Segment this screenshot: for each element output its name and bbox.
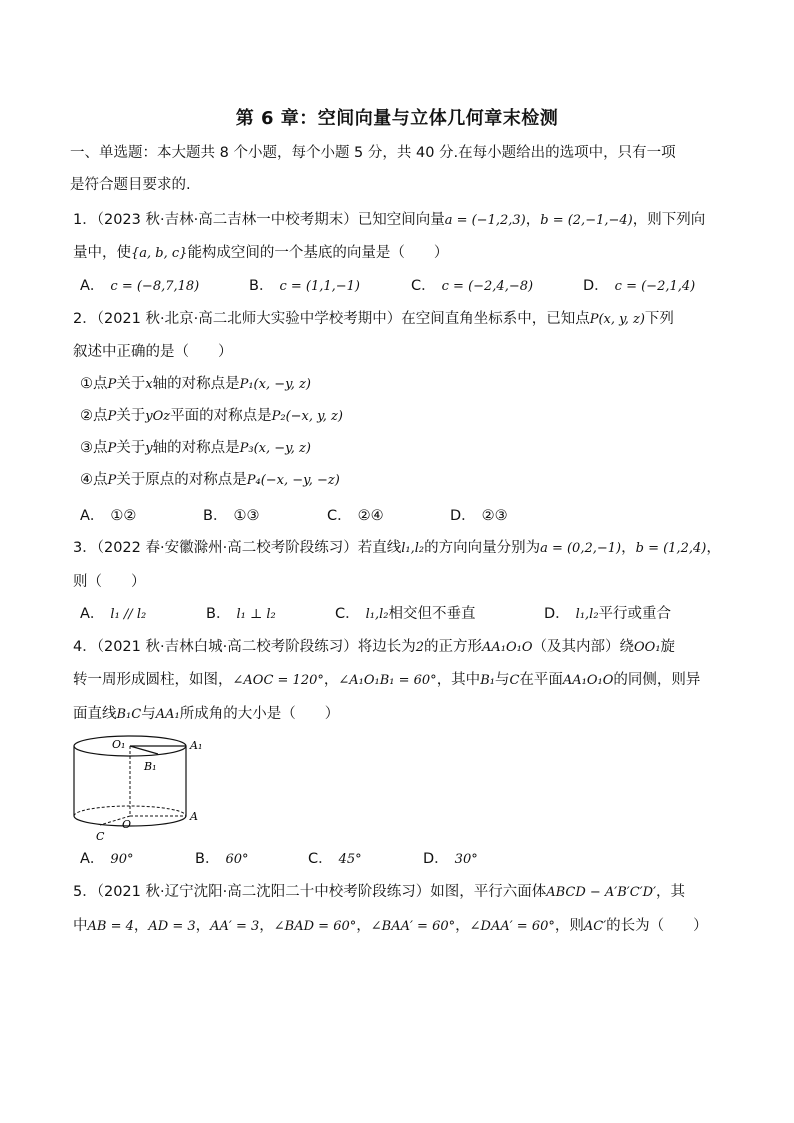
q3-option-b[interactable]: B． l₁ ⊥ l₂ <box>206 606 276 622</box>
q4-line-2: 转一周形成圆柱，如图，∠AOC = 120°，∠A₁O₁B₁ = 60°，其中B₁与C在平面AA₁O₁O的同侧，则异 <box>73 672 701 688</box>
q1-basis-set: {a, b, c} <box>131 246 188 261</box>
q2-option-a[interactable]: A． ①② <box>80 508 137 524</box>
q3-line-1: 3．（2022 春·安徽滁州·高二校考阶段练习）若直线l₁,l₂的方向向量分别为a = (0,2,−1)，b = (1,2,4)， <box>73 540 721 556</box>
q5-line-2: 中AB = 4，AD = 3，AA′ = 3，∠BAD = 60°，∠BAA′ = 60°，∠DAA′ = 60°，则AC′的长为（ ） <box>73 918 708 934</box>
q3-vector-b: b = (1,2,4) <box>635 541 707 556</box>
q3-option-c[interactable]: C． l₁,l₂相交但不垂直 <box>335 606 476 622</box>
q3-line-2: 则（ ） <box>73 574 146 590</box>
q1-option-b[interactable]: B． c = (1,1,−1) <box>249 278 361 294</box>
label-o1: O₁ <box>112 738 126 751</box>
q2-option-b[interactable]: B． ①③ <box>203 508 260 524</box>
label-o: O <box>122 818 132 831</box>
q1-vector-a: a = (−1,2,3) <box>444 213 526 228</box>
section-heading-line-1: 一、单选题：本大题共 8 个小题，每个小题 5 分，共 40 分.在每小题给出的选项中，只有一项 <box>70 145 676 161</box>
label-b1: B₁ <box>144 760 157 773</box>
q1-line-1: 1．（2023 秋·吉林·高二吉林一中校考期末）已知空间向量a = (−1,2,3)，b = (2,−1,−4)，则下列向 <box>73 212 706 228</box>
q4-option-c[interactable]: C． 45° <box>308 851 362 867</box>
q4-line-1: 4．（2021 秋·吉林白城·高二校考阶段练习）将边长为2的正方形AA₁O₁O（及其内部）绕OO₁旋 <box>73 639 676 655</box>
q1-option-d[interactable]: D． c = (−2,1,4) <box>583 278 696 294</box>
q1-option-a[interactable]: A． c = (−8,7,18) <box>80 278 200 294</box>
q5-line-1: 5．（2021 秋·辽宁沈阳·高二沈阳二十中校考阶段练习）如图，平行六面体ABCD − A′B′C′D′，其 <box>73 884 686 900</box>
q4-option-a[interactable]: A． 90° <box>80 851 134 867</box>
cylinder-figure <box>60 728 220 846</box>
q1-option-c[interactable]: C． c = (−2,4,−8) <box>411 278 534 294</box>
q2-statement-1: ①点P关于x轴的对称点是P₁(x, −y, z) <box>80 376 311 392</box>
segment-o1b1 <box>130 746 158 754</box>
q1-line-2: 量中，使{a, b, c}能构成空间的一个基底的向量是（ ） <box>73 245 449 261</box>
page-title: 第 6 章：空间向量与立体几何章末检测 <box>235 108 559 129</box>
q3-option-a[interactable]: A． l₁ // l₂ <box>80 606 147 622</box>
q2-line-1: 2．（2021 秋·北京·高二北师大实验中学校考期中）在空间直角坐标系中，已知点P(x, y, z)下列 <box>73 311 674 327</box>
label-c: C <box>96 830 105 843</box>
label-a: A <box>190 810 198 823</box>
q3-vector-a: a = (0,2,−1) <box>540 541 622 556</box>
q4-line-3: 面直线B₁C与AA₁所成角的大小是（ ） <box>73 706 340 722</box>
q3-option-d[interactable]: D． l₁,l₂平行或重合 <box>544 606 672 622</box>
q2-line-2: 叙述中正确的是（ ） <box>73 344 233 360</box>
q2-statement-2: ②点P关于yOz平面的对称点是P₂(−x, y, z) <box>80 408 343 424</box>
q4-option-b[interactable]: B． 60° <box>195 851 249 867</box>
q2-point-p: P(x, y, z) <box>589 312 645 327</box>
q4-option-d[interactable]: D． 30° <box>423 851 478 867</box>
q2-statement-3: ③点P关于y轴的对称点是P₃(x, −y, z) <box>80 440 311 456</box>
q2-statement-4: ④点P关于原点的对称点是P₄(−x, −y, −z) <box>80 472 340 488</box>
q2-option-c[interactable]: C． ②④ <box>327 508 384 524</box>
q1-vector-b: b = (2,−1,−4) <box>540 213 633 228</box>
section-heading-line-2: 是符合题目要求的. <box>70 177 191 193</box>
q2-option-d[interactable]: D． ②③ <box>450 508 508 524</box>
label-a1: A₁ <box>190 739 203 752</box>
